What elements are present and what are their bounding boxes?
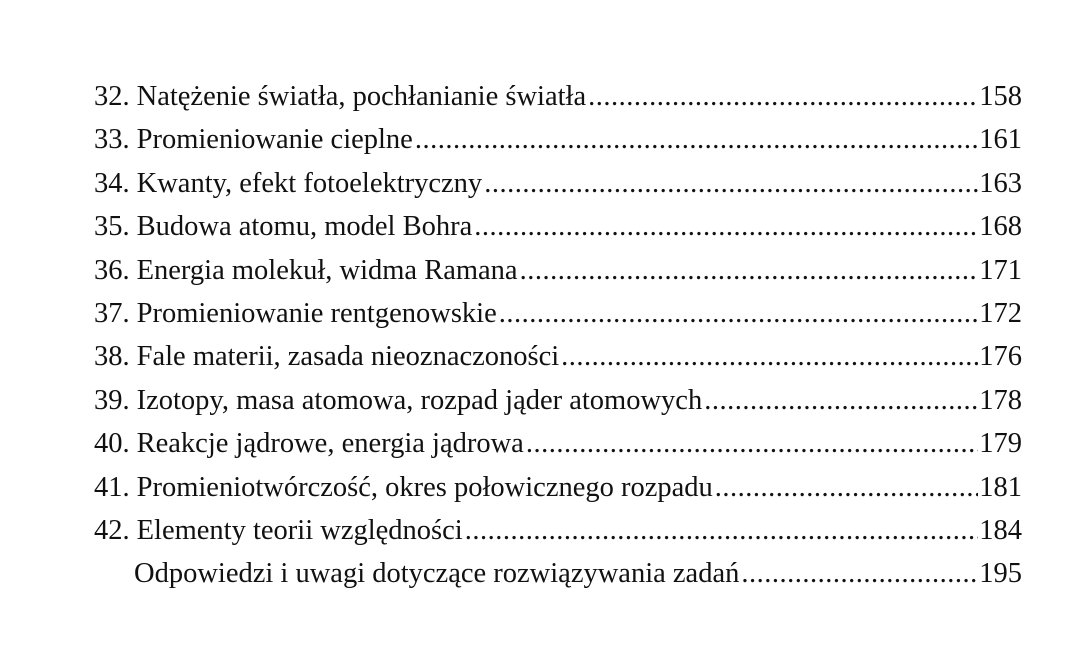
toc-entry-title: Fale materii, zasada nieoznaczoności	[136, 341, 560, 373]
toc-entry-number: 39.	[94, 384, 130, 416]
toc-entry-page: 178	[979, 384, 1022, 416]
toc-entry-title: Natężenie światła, pochłanianie światła	[136, 81, 587, 112]
toc-entry-38	[94, 335, 1022, 378]
toc-entry-33	[94, 118, 1022, 161]
toc-entry-page: 158	[979, 81, 1022, 112]
toc-entry-title: Kwanty, efekt fotoelektryczny	[136, 167, 483, 199]
toc-dot-leader	[474, 205, 978, 248]
toc-entry-40	[94, 422, 1022, 465]
toc-entry-page: 163	[979, 167, 1022, 199]
toc-entry-page: 161	[979, 124, 1022, 156]
toc-entry-title: Promieniowanie cieplne	[136, 124, 413, 156]
toc-dot-leader	[499, 292, 979, 335]
toc-entry-page: 181	[979, 471, 1022, 503]
toc-dot-leader	[704, 379, 978, 422]
table-of-contents	[94, 75, 1022, 596]
toc-entry-page: 172	[979, 297, 1022, 329]
toc-dot-leader	[715, 466, 978, 509]
toc-entry-39	[94, 379, 1022, 422]
toc-entry-32	[94, 75, 1022, 118]
toc-dot-leader	[588, 75, 978, 118]
toc-entry-number: 36.	[94, 254, 130, 286]
toc-entry-title: Promieniowanie rentgenowskie	[136, 297, 497, 329]
toc-entry-title: Reakcje jądrowe, energia jądrowa	[136, 428, 524, 460]
toc-entry-number: 42.	[94, 514, 130, 546]
toc-entry-number: 40.	[94, 428, 130, 460]
toc-dot-leader	[741, 552, 978, 595]
toc-entry-number: 41.	[94, 471, 130, 503]
toc-entry-page: 176	[979, 341, 1022, 373]
toc-dot-leader	[484, 162, 978, 205]
toc-dot-leader	[465, 509, 979, 552]
toc-entry-page: 168	[979, 211, 1022, 243]
toc-entry-number: 38.	[94, 341, 130, 373]
toc-entry-number: 33.	[94, 124, 130, 156]
toc-entry-35	[94, 205, 1022, 248]
toc-dot-leader	[526, 422, 978, 465]
toc-entry-41	[94, 466, 1022, 509]
toc-entry-title: Odpowiedzi i uwagi dotyczące rozwiązywania zadań	[134, 558, 740, 590]
toc-entry-page: 195	[979, 558, 1022, 590]
toc-dot-leader	[561, 335, 978, 378]
toc-entry-number: 34.	[94, 167, 130, 199]
toc-entry-34	[94, 162, 1022, 205]
toc-entry-answers	[94, 552, 1022, 595]
toc-entry-title: Energia molekuł, widma Ramana	[136, 254, 518, 286]
toc-dot-leader	[520, 249, 979, 292]
toc-entry-page: 179	[979, 428, 1022, 460]
toc-entry-37	[94, 292, 1022, 335]
toc-entry-42	[94, 509, 1022, 552]
toc-entry-title: Budowa atomu, model Bohra	[136, 211, 473, 243]
toc-dot-leader	[415, 118, 978, 161]
toc-entry-title: Elementy teorii względności	[136, 514, 463, 546]
toc-entry-number: 37.	[94, 297, 130, 329]
toc-entry-page: 184	[979, 514, 1022, 546]
toc-entry-title: Izotopy, masa atomowa, rozpad jąder atomowych	[136, 384, 703, 416]
toc-entry-number: 35.	[94, 211, 130, 243]
toc-entry-title: Promieniotwórczość, okres połowicznego rozpadu	[136, 471, 713, 503]
toc-entry-36	[94, 249, 1022, 292]
toc-entry-number: 32.	[94, 81, 130, 112]
toc-entry-page: 171	[979, 254, 1022, 286]
